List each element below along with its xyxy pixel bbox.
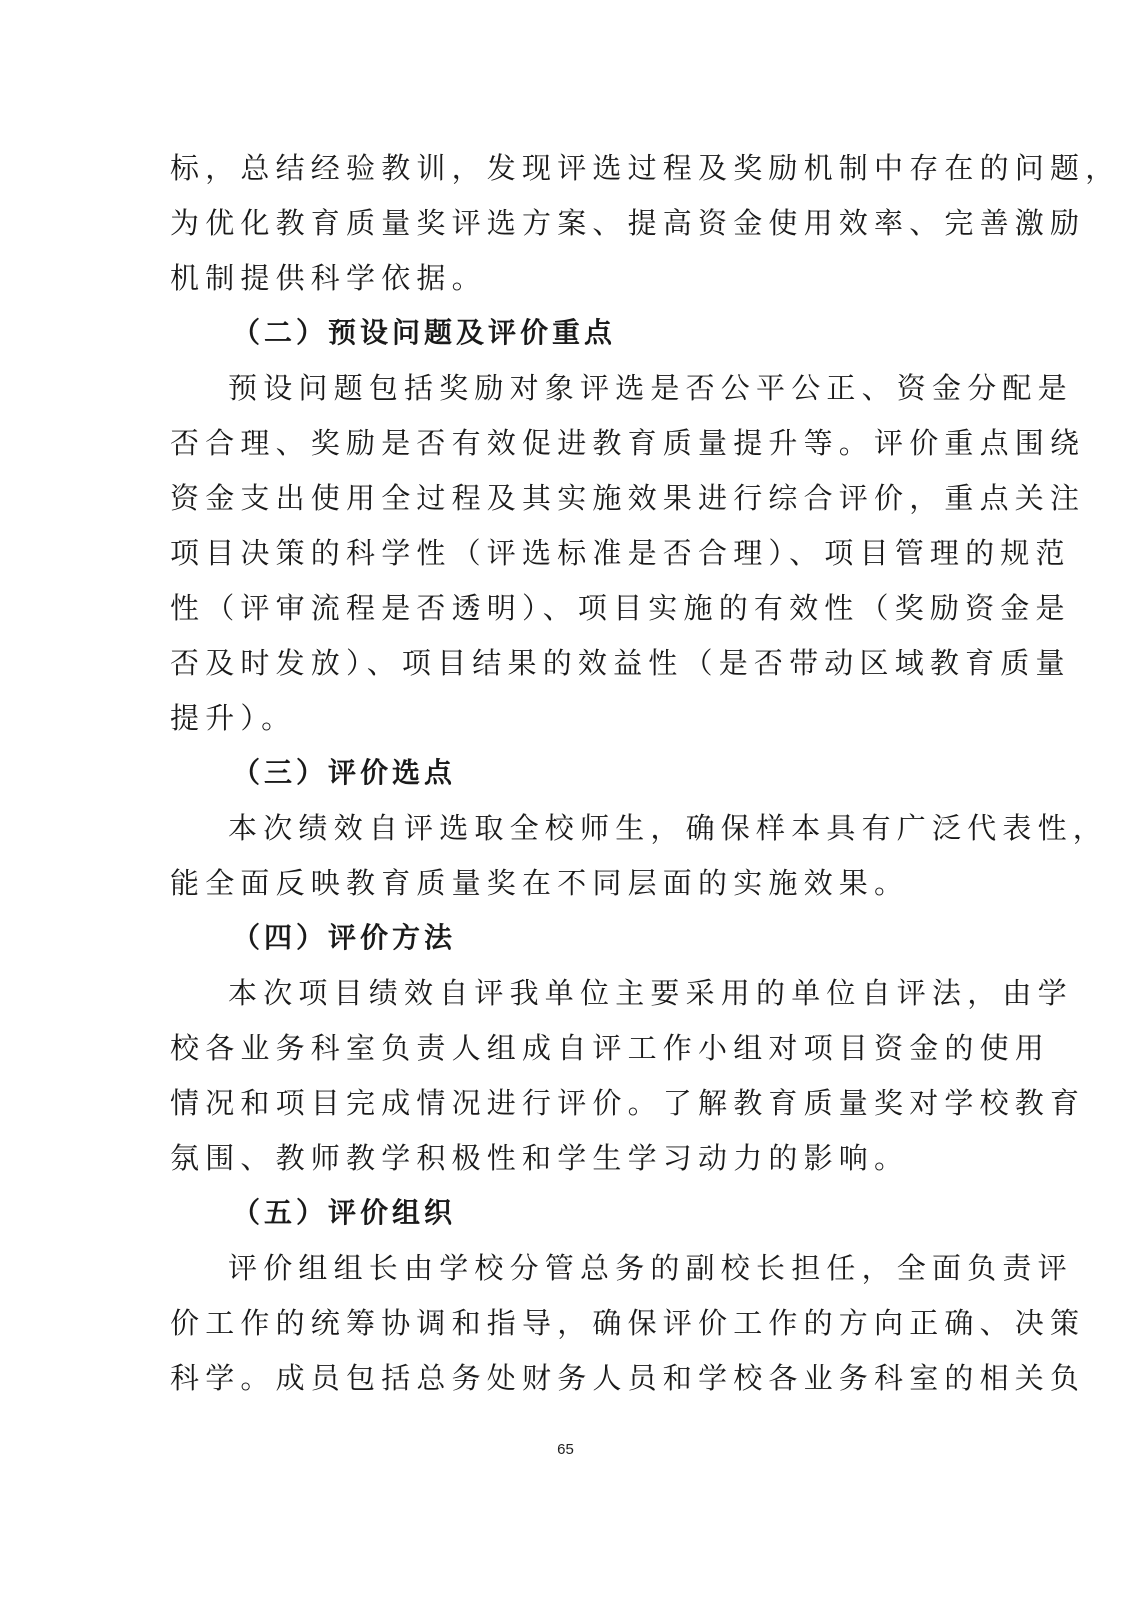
paragraph-line: 否合理、奖励是否有效促进教育质量提升等。评价重点围绕 bbox=[170, 426, 1086, 460]
paragraph-line: 价工作的统筹协调和指导，确保评价工作的方向正确、决策 bbox=[170, 1306, 1086, 1340]
paragraph-line: 科学。成员包括总务处财务人员和学校各业务科室的相关负 bbox=[170, 1361, 1086, 1395]
paragraph-line: 本次项目绩效自评我单位主要采用的单位自评法，由学 bbox=[228, 976, 1073, 1010]
paragraph-line: 为优化教育质量奖评选方案、提高资金使用效率、完善激励 bbox=[170, 206, 1086, 240]
paragraph-line: 项目决策的科学性（评选标准是否合理）、项目管理的规范 bbox=[170, 536, 1071, 570]
paragraph-line: 标，总结经验教训，发现评选过程及奖励机制中存在的问题， bbox=[170, 151, 1121, 185]
paragraph-line: 性（评审流程是否透明）、项目实施的有效性（奖励资金是 bbox=[170, 591, 1071, 625]
section-heading-2: （二）预设问题及评价重点 bbox=[232, 316, 617, 349]
paragraph-line: 资金支出使用全过程及其实施效果进行综合评价，重点关注 bbox=[170, 481, 1086, 515]
page-number: 65 bbox=[557, 1441, 574, 1458]
paragraph-line: 否及时发放）、项目结果的效益性（是否带动区域教育质量 bbox=[170, 646, 1071, 680]
paragraph-line: 校各业务科室负责人组成自评工作小组对项目资金的使用 bbox=[170, 1031, 1051, 1065]
section-heading-3: （三）评价选点 bbox=[232, 756, 457, 789]
paragraph-line: 预设问题包括奖励对象评选是否公平公正、资金分配是 bbox=[228, 371, 1073, 405]
paragraph-line: 情况和项目完成情况进行评价。了解教育质量奖对学校教育 bbox=[170, 1086, 1086, 1120]
paragraph-line: 氛围、教师教学积极性和学生学习动力的影响。 bbox=[170, 1141, 910, 1175]
paragraph-line: 评价组组长由学校分管总务的副校长担任，全面负责评 bbox=[228, 1251, 1073, 1285]
paragraph-line: 机制提供科学依据。 bbox=[170, 261, 487, 295]
section-heading-5: （五）评价组织 bbox=[232, 1196, 457, 1229]
section-heading-4: （四）评价方法 bbox=[232, 921, 457, 954]
paragraph-line: 本次绩效自评选取全校师生，确保样本具有广泛代表性， bbox=[228, 811, 1109, 845]
paragraph-line: 提升）。 bbox=[170, 701, 297, 735]
paragraph-line: 能全面反映教育质量奖在不同层面的实施效果。 bbox=[170, 866, 910, 900]
